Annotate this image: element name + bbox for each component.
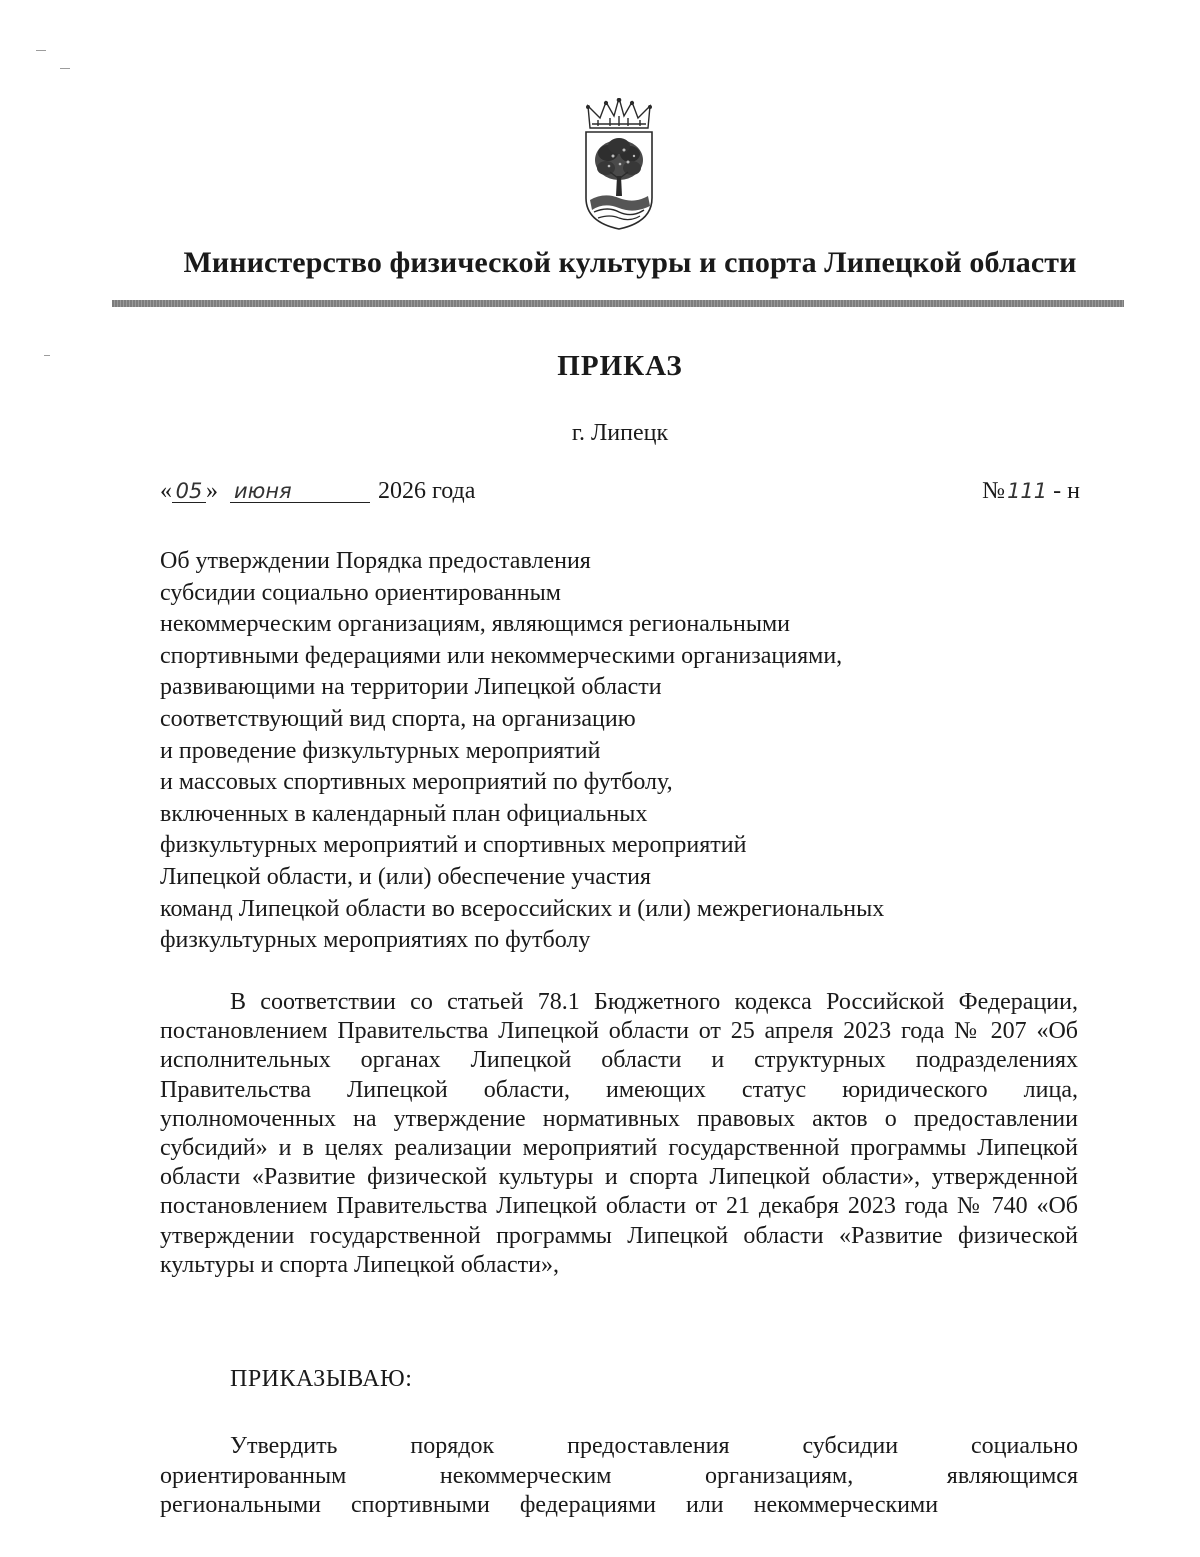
title-line: субсидии социально ориентированным	[160, 579, 561, 606]
date-line	[160, 478, 475, 505]
ministry-name: Министерство физической культуры и спорта Липецкой области	[183, 246, 1077, 279]
title-line: команд Липецкой области во всероссийских и (или) межрегиональных	[160, 895, 885, 922]
title-line: соответствующий вид спорта, на организацию	[160, 705, 636, 732]
document-type: ПРИКАЗ	[557, 350, 683, 382]
scan-mark	[44, 355, 50, 356]
date-day-open: «	[160, 478, 172, 504]
date-day: 05	[172, 480, 206, 503]
order-word: ПРИКАЗЫВАЮ:	[230, 1366, 413, 1392]
number-prefix: №	[982, 478, 1006, 504]
scan-mark	[36, 50, 46, 51]
title-line: физкультурных мероприятий и спортивных мероприятий	[160, 832, 747, 859]
title-line: спортивными федерациями или некоммерческими организациями,	[160, 642, 843, 669]
number-suffix: - н	[1053, 478, 1080, 504]
order-paragraph: Утвердить порядок предоставления субсидии социально ориентированным некоммерческим организациям, являющимся региональными спортивными федерациями или некоммерческими	[160, 1433, 1078, 1518]
header-rule	[112, 300, 1124, 307]
scan-mark	[60, 68, 70, 69]
title-line: физкультурных мероприятиях по футболу	[160, 927, 591, 954]
date-day-close: »	[206, 478, 218, 504]
city: г. Липецк	[571, 420, 669, 446]
lipetsk-coat-of-arms-icon	[578, 98, 660, 230]
number-value: 111	[1007, 479, 1048, 503]
title-line: и проведение физкультурных мероприятий	[160, 737, 601, 764]
title-line: Об утверждении Порядка предоставления	[160, 548, 591, 574]
title-line: развивающими на территории Липецкой области	[160, 674, 662, 701]
order-title	[160, 546, 1060, 957]
date-month: июня	[230, 480, 370, 503]
title-line: включенных в календарный план официальных	[160, 800, 648, 827]
preamble-paragraph: В соответствии со статьей 78.1 Бюджетного кодекса Российской Федерации, постановлением Правительства Липецкой области от 25 апреля 2023 года № 207 «Об исполнительных органах Липецкой области и структурных подразделениях Правительства Липецкой области, имеющих статус юридического лица, уполномоченных на утверждение нормативных правовых актов о предоставлении субсидий» и в целях реализации мероприятий государственной программы Липецкой области «Развитие физической культуры и спорта Липецкой области», утвержденной постановлением Правительства Липецкой области от 21 декабря 2023 года № 740 «Об утверждении государственной программы Липецкой области «Развитие физической культуры и спорта Липецкой области»,	[160, 989, 1078, 1278]
title-line: Липецкой области, и (или) обеспечение участия	[160, 863, 651, 890]
title-line: и массовых спортивных мероприятий по футболу,	[160, 769, 673, 796]
date-year: 2026 года	[378, 478, 476, 504]
title-line: некоммерческим организациям, являющимся региональными	[160, 611, 790, 638]
document-number	[982, 478, 1080, 505]
